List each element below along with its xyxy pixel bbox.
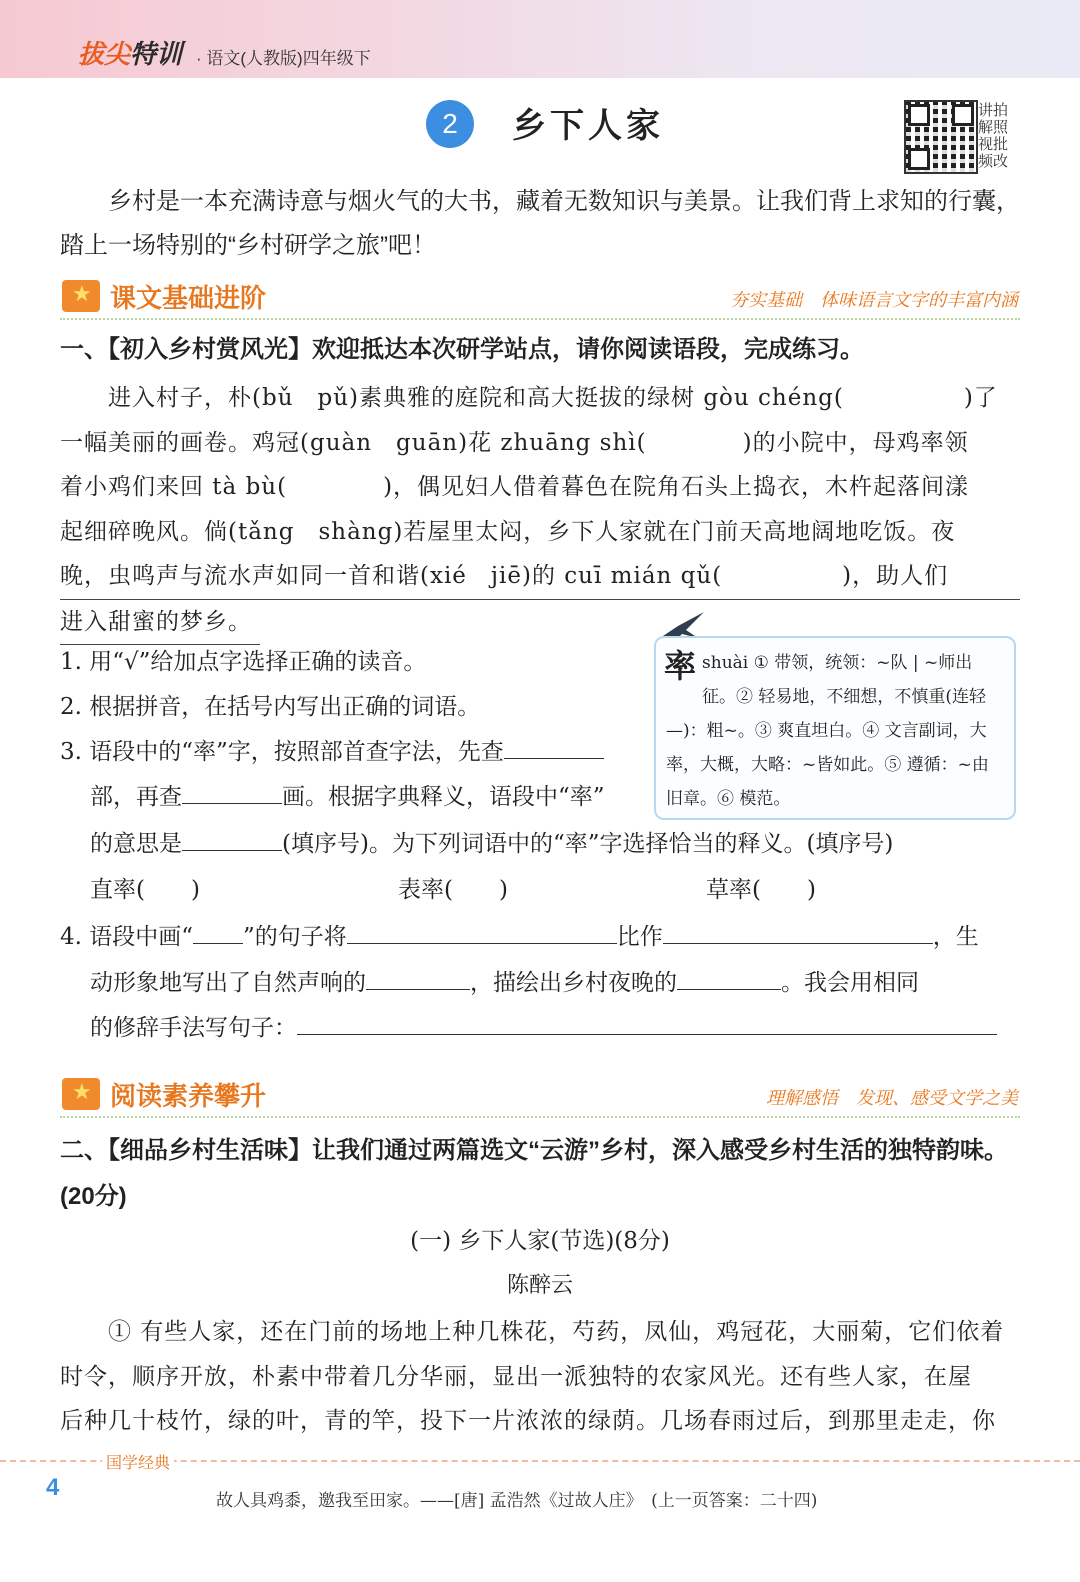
question-2-heading: 二、【细品乡村生活味】让我们通过两篇选文“云游”乡村，深入感受乡村生活的独特韵味。(20分) xyxy=(60,1137,1008,1210)
qr-code-icon[interactable] xyxy=(904,100,978,174)
reading-author: 陈醉云 xyxy=(506,1273,573,1298)
footer-tag: 国学经典 xyxy=(102,1450,174,1473)
answer-blank[interactable] xyxy=(504,732,604,759)
answer-blank[interactable] xyxy=(182,777,282,804)
reading-line: 后种几十枝竹，绿的叶，青的竿，投下一片浓浓的绿荫。几场春雨过后，到那里走走，你 xyxy=(60,1408,996,1434)
dictionary-box: 率 shuài ① 带领，统领：~队 | ~师出征。② 轻易地，不细想，不慎重(连轻—)：粗~。③ 爽直坦白。④ 文言副词，大率，大概，大略：~皆如此。⑤ 遵循：~由旧章。⑥ 模范。 xyxy=(654,636,1016,820)
section-header-basics: ★ 课文基础进阶 夯实基础 体味语言文字的丰富内涵 xyxy=(60,274,1020,320)
task-2: 2. 根据拼音，在括号内写出正确的词语。 xyxy=(60,694,481,720)
task-1: 1. 用“√”给加点字选择正确的读音。 xyxy=(60,649,427,675)
reading-line: ① 有些人家，还在门前的场地上种几株花，芍药，凤仙，鸡冠花，大丽菊，它们依着 xyxy=(108,1319,1005,1345)
passage-line: 着小鸡们来回 tà bù( )，偶见妇人借着暮色在院角石头上捣衣，木杵起落间漾 xyxy=(60,474,970,500)
book-icon xyxy=(62,1078,100,1110)
intro-paragraph: 乡村是一本充满诗意与烟火气的大书，藏着无数知识与美景。让我们背上求知的行囊，踏上一场特别的“乡村研学之旅”吧！ xyxy=(60,188,1020,259)
page-number: 4 xyxy=(46,1474,60,1501)
brand-logo: 拔尖特训 xyxy=(78,39,183,69)
passage-line: 进入甜蜜的梦乡。 xyxy=(60,600,260,646)
lesson-title: 乡下人家 xyxy=(512,106,664,146)
task-4-line3: 的修辞手法写句子： xyxy=(90,1006,997,1051)
question-1-heading: 一、【初入乡村赏风光】欢迎抵达本次研学站点，请你阅读语段，完成练习。 xyxy=(60,336,864,363)
reading-passage xyxy=(60,376,1020,645)
passage-line: 一幅美丽的画卷。鸡冠(guàn guān)花 zhuāng shì( )的小院中，母鸡率领 xyxy=(60,429,969,456)
task-3-line2: 部，再查 画。根据字典释义，语段中“率” xyxy=(90,775,605,820)
reading-line: 时令，顺序开放，朴素中带着几分华丽，显出一派独特的农家风光。还有些人家，在屋 xyxy=(60,1363,972,1390)
qr-label: 讲拍 解照 视批 频改 xyxy=(978,102,1009,170)
star-book-icon xyxy=(62,280,100,312)
answer-blank[interactable] xyxy=(193,917,243,944)
answer-blank[interactable] xyxy=(182,824,282,851)
task-4-line2: 动形象地写出了自然声响的 ，描绘出乡村夜晚的 。我会用相同 xyxy=(90,961,919,1006)
task-3-line3: 的意思是 (填序号)。为下列词语中的“率”字选择恰当的释义。(填序号) xyxy=(90,822,893,867)
choice-2[interactable]: 表率( ) xyxy=(398,877,508,903)
passage-line: 晚，虫鸣声与流水声如同一首和谐(xié jiē)的 cuī mián qǔ( )，助人们 xyxy=(60,554,1020,600)
answer-blank[interactable] xyxy=(297,1008,997,1035)
choice-3[interactable]: 草率( ) xyxy=(706,877,816,903)
passage-line: 进入村子，朴(bǔ pǔ)素典雅的庭院和高大挺拔的绿树 gòu chéng( )了 xyxy=(60,385,998,411)
reading-subtitle: (一) 乡下人家(节选)(8分) xyxy=(410,1228,670,1254)
footer-quote: 故人具鸡黍，邀我至田家。——[唐] 孟浩然《过故人庄》 (上一页答案：二十四) xyxy=(216,1491,818,1511)
book-subtitle: · 语文(人教版)四年级下 xyxy=(196,49,371,68)
answer-blank[interactable] xyxy=(677,963,781,990)
answer-blank[interactable] xyxy=(366,963,470,990)
answer-blank[interactable] xyxy=(347,917,617,944)
lesson-number: 2 xyxy=(426,100,474,148)
task-4: 4. 语段中画“ ”的句子将 比作 ，生 xyxy=(60,915,979,960)
section-header-reading: ★ 阅读素养攀升 理解感悟 发现、感受文学之美 xyxy=(60,1072,1020,1118)
choice-1[interactable]: 直率( ) xyxy=(90,877,200,903)
answer-blank[interactable] xyxy=(663,917,933,944)
reading-text xyxy=(60,1310,1020,1444)
passage-line: 起细碎晚风。倘(tǎng shàng)若屋里太闷，乡下人家就在门前天高地阔地吃饭。夜 xyxy=(60,518,956,545)
task-3: 3. 语段中的“率”字，按照部首查字法，先查 xyxy=(60,730,604,775)
